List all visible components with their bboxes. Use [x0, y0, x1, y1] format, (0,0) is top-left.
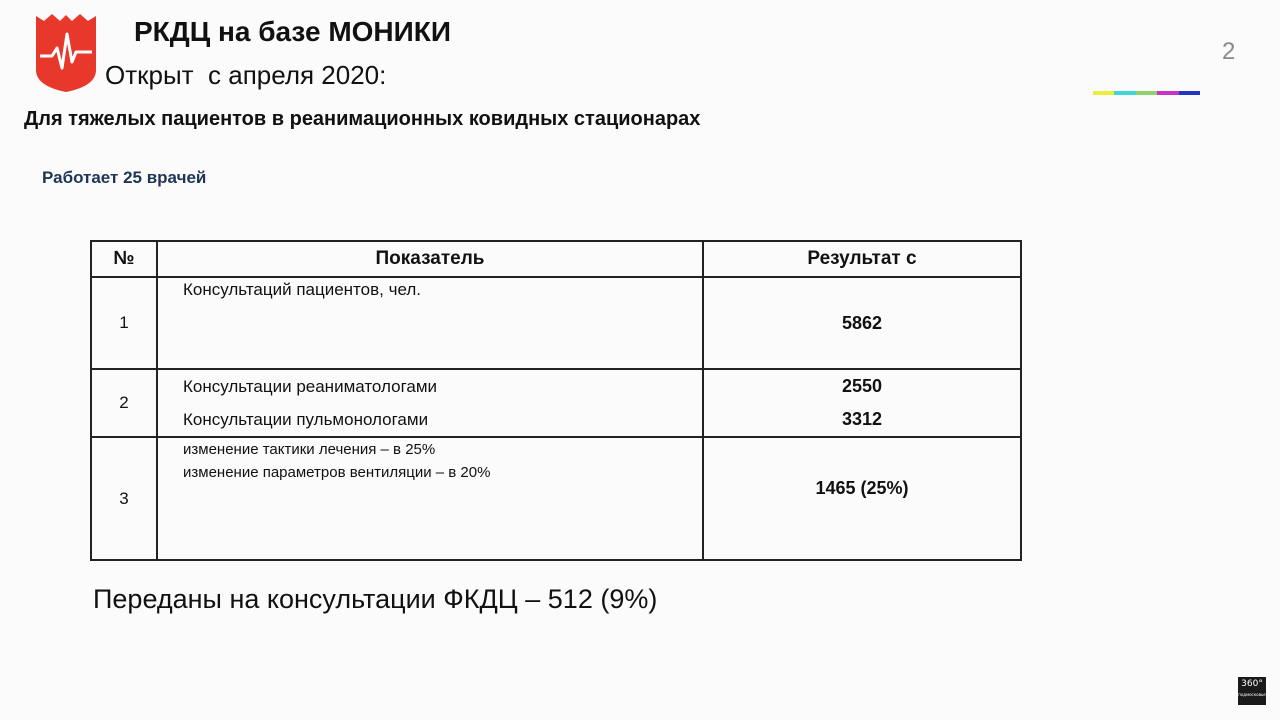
decorative-color-bar — [1093, 91, 1200, 95]
slide-subtitle: Открыт с апреля 2020: — [105, 60, 387, 90]
result-value: 5862 — [841, 312, 883, 333]
row-indicator — [157, 369, 703, 437]
slide-title: РКДЦ на базе МОНИКИ — [134, 16, 451, 47]
fkdc-referrals-summary: Переданы на консультации ФКДЦ – 512 (9%) — [93, 584, 658, 614]
badge-sublabel: подмосковье — [1238, 692, 1266, 697]
indicator-text: Консультаций пациентов, чел. — [183, 280, 421, 299]
channel-watermark-badge — [1238, 677, 1266, 705]
table-row — [91, 369, 1021, 437]
indicator-text: Консультации реаниматологами — [183, 377, 438, 396]
color-bar-segment — [1136, 91, 1157, 95]
results-table — [90, 240, 1022, 561]
slide-number: 2 — [1222, 38, 1236, 65]
row-number: 1 — [91, 277, 157, 369]
row-indicator — [157, 437, 703, 560]
color-bar-segment — [1093, 91, 1114, 95]
indicator-text: Консультации пульмонологами — [183, 410, 429, 429]
color-bar-segment — [1179, 91, 1200, 95]
table-row — [91, 437, 1021, 560]
color-bar-segment — [1114, 91, 1135, 95]
color-bar-segment — [1157, 91, 1178, 95]
header-number: № — [91, 241, 157, 277]
doctors-count-note: Работает 25 врачей — [42, 168, 207, 187]
result-value: 2550 — [841, 376, 883, 396]
row-number: 3 — [91, 437, 157, 560]
result-value: 1465 (25%) — [815, 478, 909, 498]
row-result — [703, 277, 1021, 369]
header-indicator: Показатель — [157, 241, 703, 277]
row-indicator — [157, 277, 703, 369]
table-row — [91, 277, 1021, 369]
badge-label: 360° — [1241, 679, 1263, 689]
header-result: Результат с — [703, 241, 1021, 277]
logo-icon — [34, 12, 98, 92]
result-value: 3312 — [841, 409, 883, 429]
table-header-row — [91, 241, 1021, 277]
row-number: 2 — [91, 369, 157, 437]
row-result — [703, 437, 1021, 560]
target-patients-heading: Для тяжелых пациентов в реанимационных ковидных стационарах — [24, 108, 701, 130]
indicator-text: изменение тактики лечения – в 25% — [183, 441, 436, 458]
row-result — [703, 369, 1021, 437]
indicator-text: изменение параметров вентиляции – в 20% — [183, 464, 491, 481]
